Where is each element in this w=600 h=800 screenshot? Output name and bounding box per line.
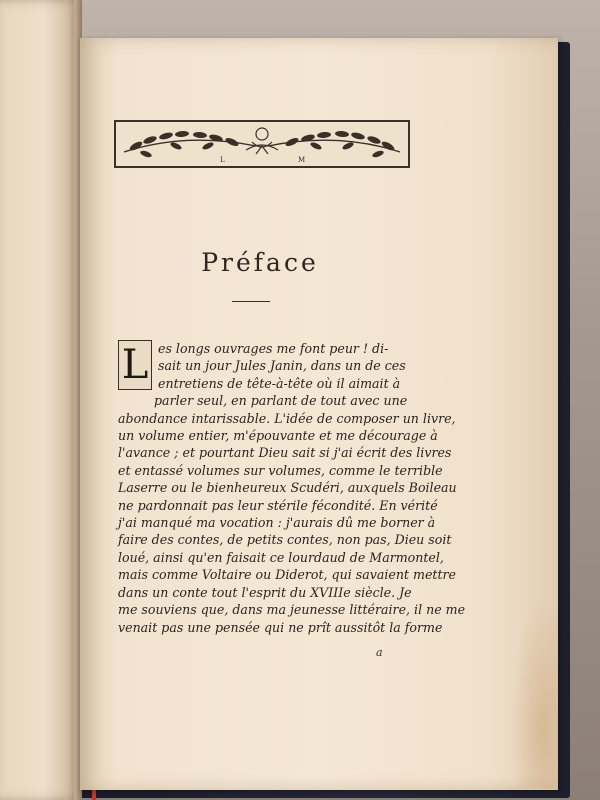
monogram-right: M [298,156,306,164]
ornamental-headpiece [114,120,410,168]
text-line: et entassé volumes sur volumes, comme le terrible [118,462,443,478]
text-line: loué, ainsi qu'en faisait ce lourdaud de Marmontel, [118,549,444,565]
text-line: un volume entier, m'épouvante et me décourage à [118,428,438,444]
text-line: entretiens de tête-à-tête où il aimait à [158,375,401,391]
text-line: faire des contes, de petits contes, non pas, Dieu soit [118,532,452,548]
laurel-ornament-icon [116,122,408,166]
text-line: Laserre ou le bienheureux Scudéri, auxquels Boileau [118,480,457,496]
text-line: mais comme Voltaire ou Diderot, qui savaient mettre [118,567,456,583]
right-page [80,38,558,790]
text-line: dans un conte tout l'esprit du XVIIIe siècle. Je [118,584,412,600]
text-line: abondance intarissable. L'idée de composer un livre, [118,410,456,426]
monogram-left: L [220,156,225,164]
left-page [0,0,80,800]
text-line: j'ai manqué ma vocation : j'aurais dû me borner à [118,515,436,531]
text-line: venait pas une pensée qui ne prît aussitôt la forme [118,619,443,635]
text-line: parler seul, en parlant de tout avec une [154,393,408,409]
body-text [118,340,466,636]
signature-mark: a [376,646,383,659]
drop-cap-letter: L [121,342,149,388]
text-line: l'avance ; et pourtant Dieu sait si j'ai écrit des livres [118,445,452,461]
text-line: es longs ouvrages me font peur ! di- [158,341,389,356]
page-foxing [510,598,558,788]
text-line: ne pardonnait pas leur stérile fécondité. En vérité [118,497,438,513]
text-line: sait un jour Jules Janin, dans un de ces [158,358,406,374]
title-rule [232,301,270,302]
text-line: me souviens que, dans ma jeunesse littéraire, il ne me [118,602,466,618]
page-title: Préface [201,248,319,277]
